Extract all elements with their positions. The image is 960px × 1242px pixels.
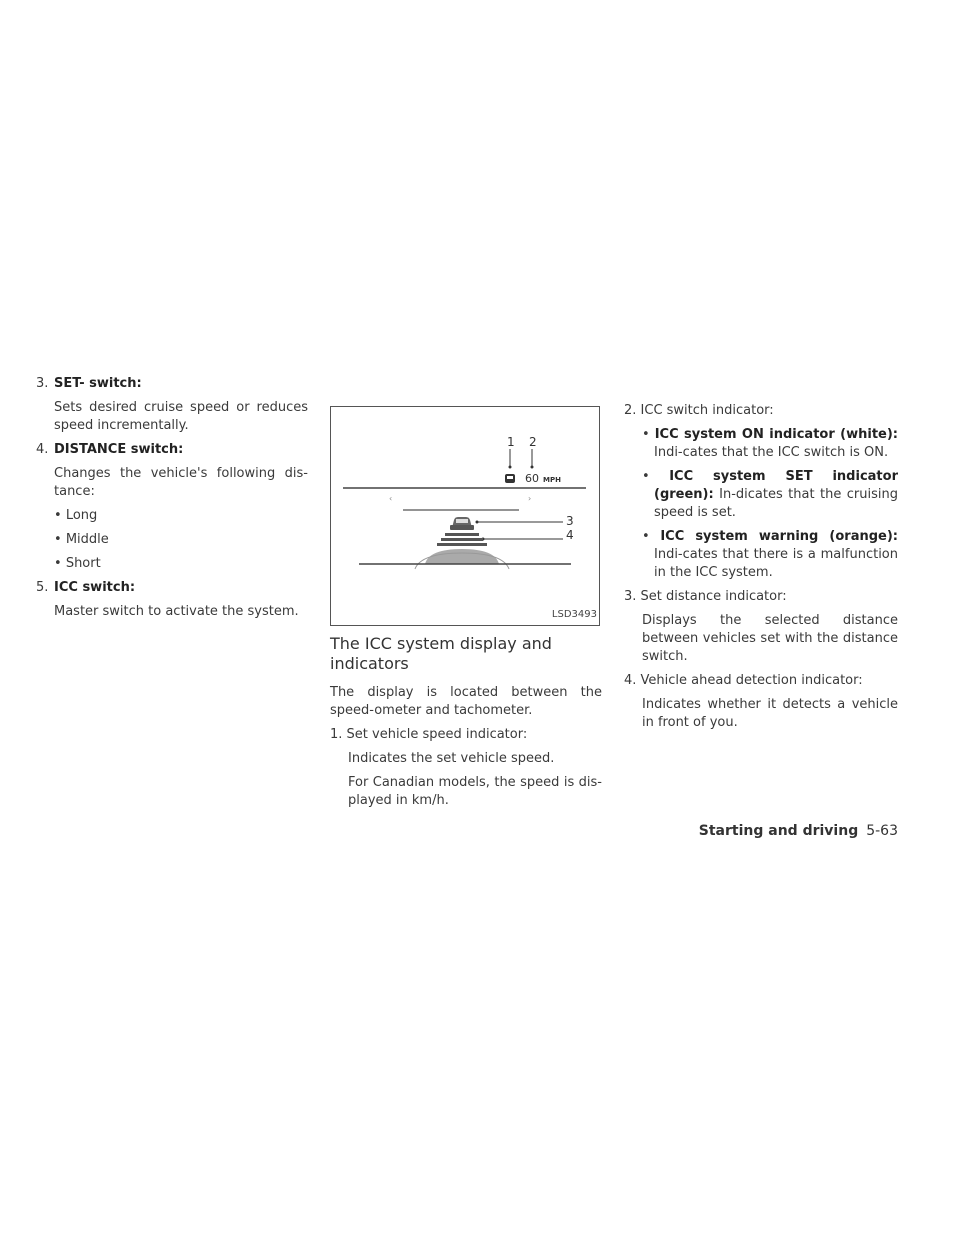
option-middle: • Middle xyxy=(54,532,109,547)
item-body: Sets desired cruise speed or reduces speed incrementally. xyxy=(54,400,308,433)
list-item-set-distance-title: 3. Set distance indicator: xyxy=(624,589,787,604)
callout-1: 1 xyxy=(507,435,515,449)
column-3 xyxy=(624,402,898,738)
icc-display-diagram xyxy=(331,407,599,625)
bullet-on-indicator: • ICC system ON indicator (white): Indi-cates that the ICC switch is ON. xyxy=(642,427,898,460)
list-item-distance-switch xyxy=(36,441,308,573)
list-item-set-switch xyxy=(36,375,308,435)
canadian-models-note: For Canadian models, the speed is dis-played in km/h. xyxy=(348,775,602,808)
section-heading: The ICC system display and indicators xyxy=(330,634,552,673)
item-title: ICC switch: xyxy=(54,580,136,595)
set-speed-description: Indicates the set vehicle speed. xyxy=(348,751,555,766)
list-item-icc-switch xyxy=(36,579,308,621)
option-short: • Short xyxy=(54,556,101,571)
column-1 xyxy=(36,375,308,627)
set-speed-value: 60 xyxy=(525,472,539,485)
item-number: 5. xyxy=(36,580,49,595)
page-footer xyxy=(699,823,898,839)
list-item-icc-switch-indicator-title: 2. ICC switch indicator: xyxy=(624,403,774,418)
set-distance-description: Displays the selected distance between vehicles set with the distance switch. xyxy=(642,613,898,664)
section-name: Starting and driving xyxy=(698,823,859,839)
icc-display-figure xyxy=(330,406,600,626)
figure-label: LSD3493 xyxy=(551,609,597,620)
icc-switch-icon xyxy=(505,474,515,483)
item-body: Master switch to activate the system. xyxy=(54,604,299,619)
callout-3: 3 xyxy=(566,514,574,528)
item-number: 4. xyxy=(36,442,49,457)
list-item-set-speed-title: 1. Set vehicle speed indicator: xyxy=(330,727,528,742)
svg-text:‹: ‹ xyxy=(389,494,393,503)
svg-text:›: › xyxy=(528,494,532,503)
item-title: SET- switch: xyxy=(54,376,142,391)
bullet-set-indicator: • ICC system SET indicator (green): In-dicates that the cruising speed is set. xyxy=(642,469,898,520)
intro-paragraph: The display is located between the speed-ometer and tachometer. xyxy=(330,685,602,718)
bullet-warning-indicator: • ICC system warning (orange): Indi-cates that there is a malfunction in the ICC system. xyxy=(642,529,898,580)
item-number: 3. xyxy=(36,376,49,391)
column-2 xyxy=(330,406,602,816)
page-number: 5-63 xyxy=(866,823,898,839)
callout-2: 2 xyxy=(529,435,537,449)
callout-4: 4 xyxy=(566,528,574,542)
list-item-vehicle-ahead-title: 4. Vehicle ahead detection indicator: xyxy=(624,673,863,688)
option-long: • Long xyxy=(54,508,98,523)
vehicle-ahead-icon xyxy=(450,517,474,530)
vehicle-ahead-description: Indicates whether it detects a vehicle in front of you. xyxy=(642,697,898,730)
set-speed-unit: MPH xyxy=(543,476,561,484)
set-distance-bars xyxy=(437,533,487,546)
item-title: DISTANCE switch: xyxy=(54,442,184,457)
item-body: Changes the vehicle's following dis-tance: xyxy=(54,466,308,499)
